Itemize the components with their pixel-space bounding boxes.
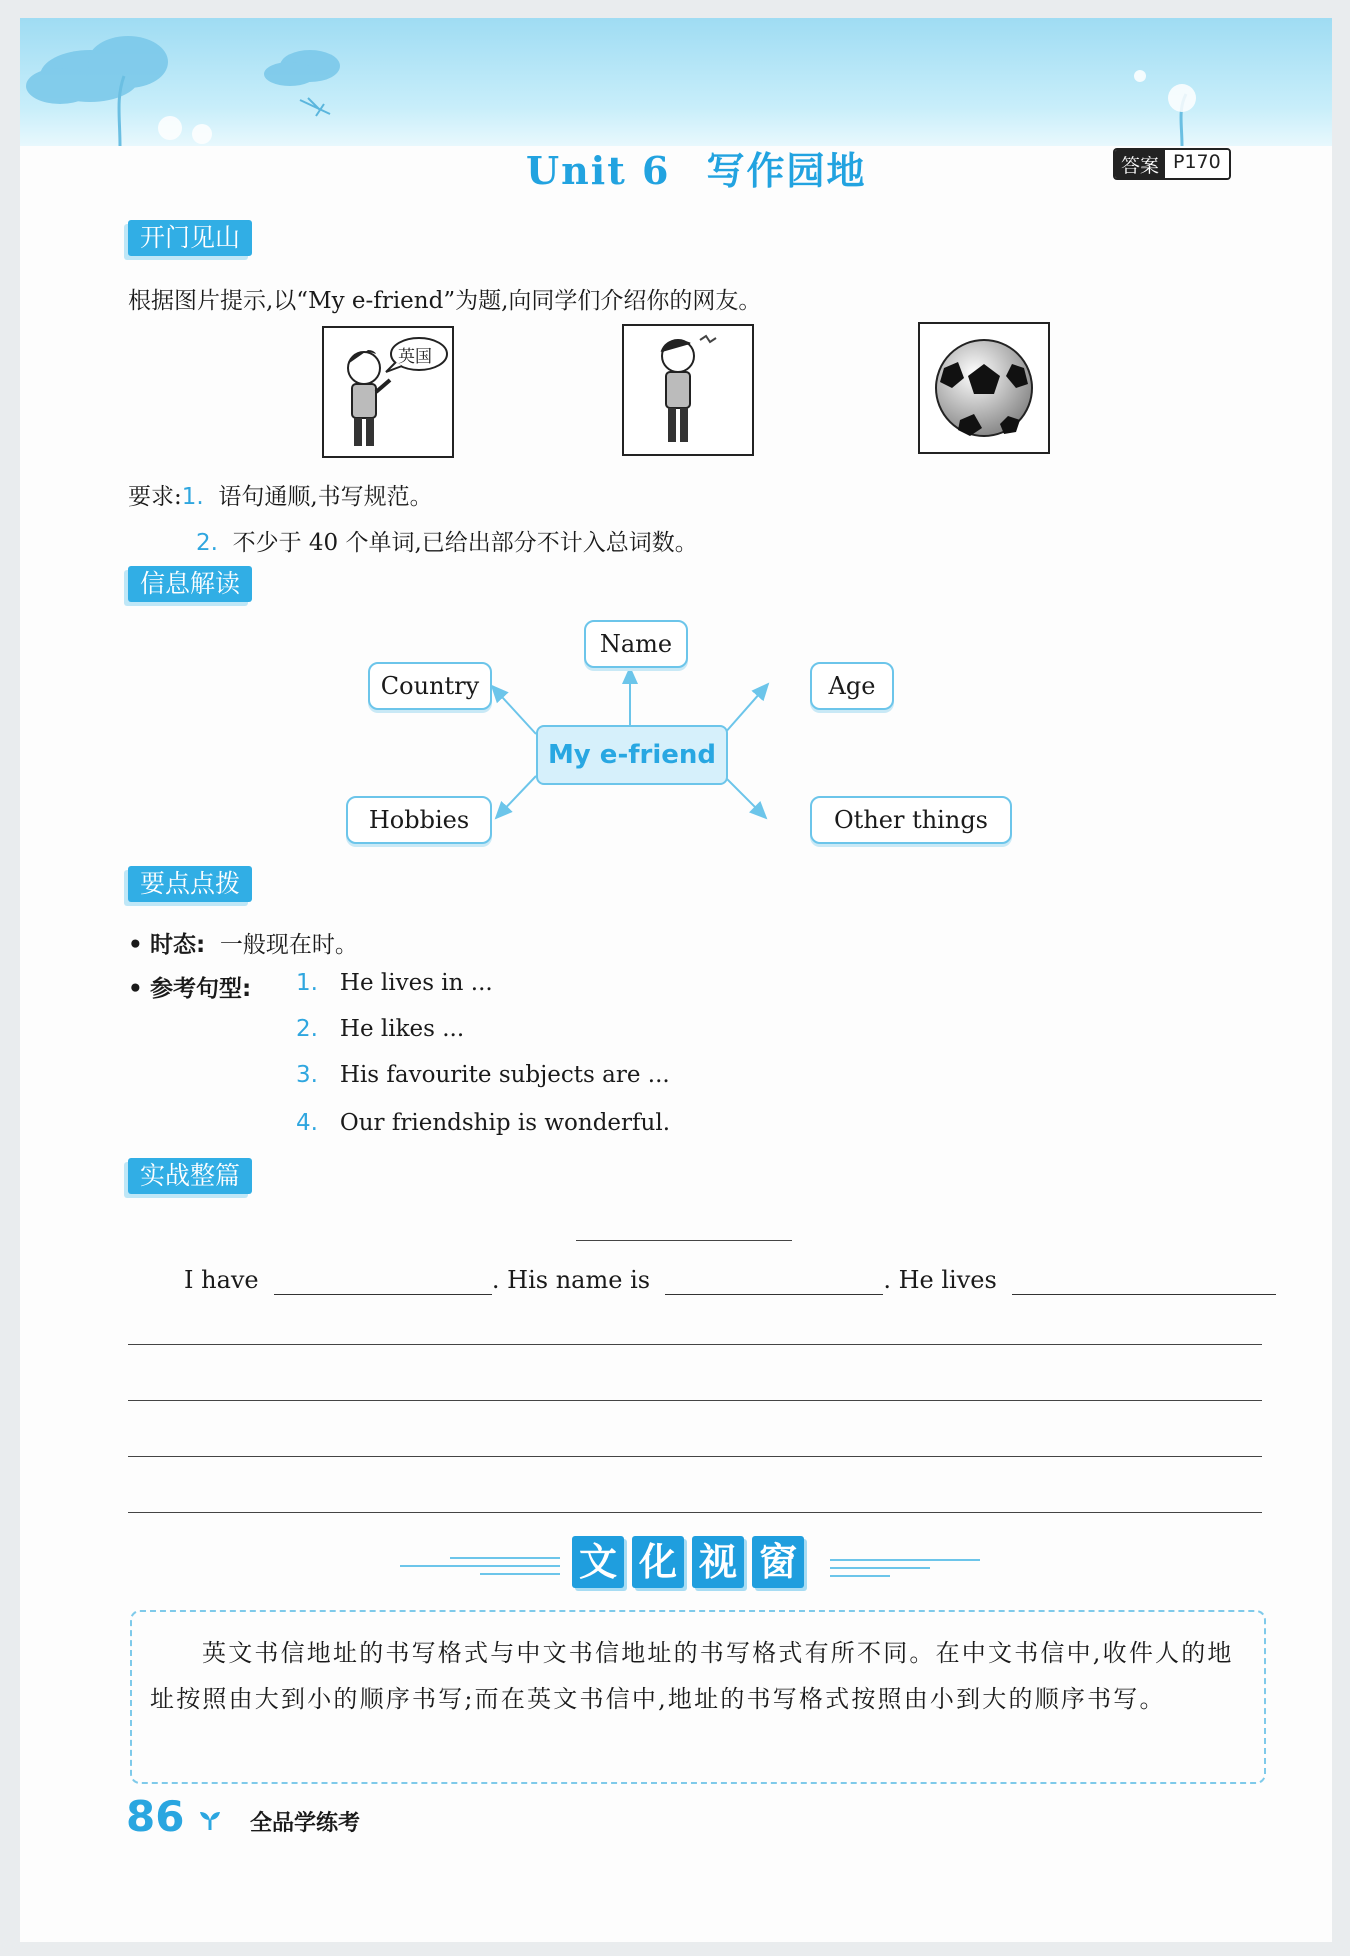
mindmap-center: My e-friend: [536, 725, 728, 785]
answer-page: P170: [1165, 150, 1229, 178]
mindmap-node-hobbies: Hobbies: [346, 796, 492, 844]
patterns-label: 参考句型:: [150, 976, 252, 1002]
pattern-item: [296, 970, 493, 996]
culture-title-char: 化: [632, 1536, 684, 1588]
answer-blank[interactable]: [665, 1266, 883, 1295]
page-number-value: 86: [126, 1792, 185, 1841]
pattern-number: 4.: [296, 1110, 318, 1136]
tense-label: 时态:: [150, 932, 206, 958]
starter-segment: I have: [184, 1266, 259, 1294]
mindmap-node-country: Country: [368, 662, 492, 710]
answer-blank[interactable]: [1012, 1266, 1276, 1295]
writing-line[interactable]: [128, 1400, 1262, 1401]
starter-segment: . He lives: [883, 1266, 997, 1294]
writing-line[interactable]: [128, 1456, 1262, 1457]
section-tag-tips: 要点点拨: [128, 866, 252, 902]
bullet: •: [128, 932, 143, 958]
requirements-label: 要求:: [128, 484, 182, 510]
requirement-text: 不少于 40 个单词,已给出部分不计入总词数。: [232, 530, 698, 556]
unit-topic: 写作园地: [706, 148, 867, 193]
pattern-item: [296, 1062, 670, 1088]
section-tag-analysis: 信息解读: [128, 566, 252, 602]
section-tag-intro: 开门见山: [128, 220, 252, 256]
pattern-text: He lives in ...: [339, 970, 493, 996]
pattern-item: [296, 1016, 464, 1042]
tense-tip: [128, 926, 358, 959]
patterns-heading: [128, 970, 251, 1003]
pattern-text: Our friendship is wonderful.: [339, 1110, 671, 1136]
requirement-number: 2.: [196, 530, 218, 556]
starter-segment: . His name is: [491, 1266, 651, 1294]
culture-title-char: 视: [692, 1536, 744, 1588]
pattern-text: He likes ...: [339, 1016, 465, 1042]
section-tag-writing: 实战整篇: [128, 1158, 252, 1194]
culture-title: [572, 1536, 812, 1588]
requirement-number: 1.: [181, 484, 204, 510]
pattern-number: 1.: [296, 970, 318, 996]
page-number: [126, 1792, 184, 1841]
culture-note-text: 英文书信地址的书写格式与中文书信地址的书写格式有所不同。在中文书信中,收件人的地址按照由大到小的顺序书写;而在英文书信中,地址的书写格式按照由小到大的顺序书写。: [150, 1639, 1234, 1713]
pattern-item: [296, 1110, 670, 1136]
answer-blank[interactable]: [274, 1266, 492, 1295]
speech-bubble-text: 英国: [398, 347, 432, 367]
brand-name: 全品学练考: [250, 1811, 361, 1836]
writing-line[interactable]: [128, 1344, 1262, 1345]
culture-title-char: 文: [572, 1536, 624, 1588]
mindmap-node-other-things: Other things: [810, 796, 1012, 844]
sprout-icon: [198, 1808, 222, 1832]
pattern-number: 3.: [296, 1062, 318, 1088]
answer-label: 答案: [1115, 150, 1165, 178]
title-blank[interactable]: [576, 1240, 792, 1241]
mindmap-node-name: Name: [584, 620, 688, 668]
culture-title-char: 窗: [752, 1536, 804, 1588]
workbook-page: [20, 18, 1332, 1942]
culture-note-box: [130, 1610, 1266, 1784]
writing-prompt: 根据图片提示,以“My e-friend”为题,向同学们介绍你的网友。: [128, 288, 762, 314]
unit-label: Unit 6: [526, 148, 671, 193]
mindmap-node-age: Age: [810, 662, 894, 710]
writing-line[interactable]: [128, 1512, 1262, 1513]
bullet: •: [128, 976, 143, 1002]
pattern-number: 2.: [296, 1016, 318, 1042]
tense-value: 一般现在时。: [219, 932, 358, 958]
pattern-text: His favourite subjects are ...: [339, 1062, 670, 1088]
writing-starter-line: [184, 1266, 1276, 1295]
requirement-text: 语句通顺,书写规范。: [218, 484, 433, 510]
